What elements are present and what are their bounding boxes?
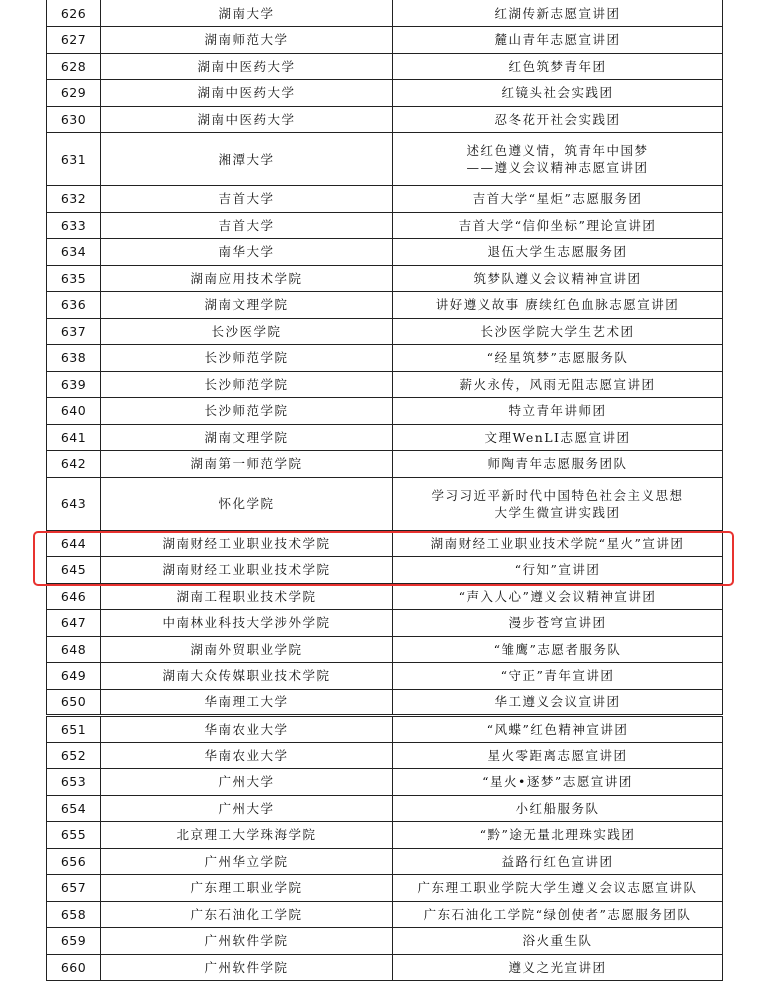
- team-name: [393, 928, 723, 955]
- school-name: 湖南中医药大学: [101, 53, 393, 80]
- school-name: 广州大学: [101, 769, 393, 796]
- school-name: 湖南文理学院: [101, 292, 393, 319]
- team-name-line: 广东理工职业学院大学生遵义会议志愿宣讲队: [417, 880, 698, 896]
- row-number: 653: [47, 769, 101, 796]
- team-name: [393, 742, 723, 769]
- team-name-line: 浴火重生队: [522, 933, 593, 949]
- school-name: 湖南大学: [101, 0, 393, 27]
- table-row: [47, 27, 723, 54]
- team-name-line: 长沙医学院大学生艺术团: [480, 323, 635, 339]
- team-name: [393, 822, 723, 849]
- row-number: 642: [47, 451, 101, 478]
- row-number: 626: [47, 0, 101, 27]
- team-name-line: 小红船服务队: [515, 800, 600, 816]
- table-row: [47, 239, 723, 266]
- team-name: [393, 716, 723, 743]
- team-name-line: 文理WenLI志愿宣讲团: [484, 429, 631, 445]
- school-name: 华南理工大学: [101, 689, 393, 716]
- table-row: [47, 186, 723, 213]
- team-name-line: 大学生微宣讲实践团: [494, 504, 621, 520]
- table-row: [47, 557, 723, 584]
- team-name: [393, 265, 723, 292]
- team-name-line: “守正”青年宣讲团: [500, 668, 615, 684]
- team-name: [393, 610, 723, 637]
- team-name: [393, 371, 723, 398]
- school-name: 广州大学: [101, 795, 393, 822]
- school-name: 华南农业大学: [101, 716, 393, 743]
- school-name: 湖南中医药大学: [101, 106, 393, 133]
- school-name: 湖南财经工业职业技术学院: [101, 530, 393, 557]
- team-name: [393, 0, 723, 27]
- team-name: [393, 345, 723, 372]
- table-row: [47, 80, 723, 107]
- school-name: 北京理工大学珠海学院: [101, 822, 393, 849]
- table-row: [47, 0, 723, 27]
- team-name: [393, 557, 723, 584]
- row-number: 630: [47, 106, 101, 133]
- team-name-line: “风蝶”红色精神宣讲团: [486, 721, 629, 737]
- school-name: 长沙师范学院: [101, 345, 393, 372]
- team-name: [393, 133, 723, 186]
- school-name: 长沙医学院: [101, 318, 393, 345]
- table-row: [47, 716, 723, 743]
- school-name: 长沙师范学院: [101, 371, 393, 398]
- row-number: 644: [47, 530, 101, 557]
- school-name: 广州软件学院: [101, 954, 393, 981]
- team-name-line: 特立青年讲师团: [508, 403, 607, 419]
- team-name: [393, 795, 723, 822]
- school-name: 中南林业科技大学涉外学院: [101, 610, 393, 637]
- row-number: 646: [47, 583, 101, 610]
- team-name: [393, 848, 723, 875]
- school-name: 吉首大学: [101, 212, 393, 239]
- team-name-line: 红湖传新志愿宣讲团: [494, 5, 621, 21]
- row-number: 645: [47, 557, 101, 584]
- school-name: 湖南工程职业技术学院: [101, 583, 393, 610]
- table-row: [47, 530, 723, 557]
- table-row: [47, 689, 723, 716]
- team-name-line: 益路行红色宣讲团: [501, 853, 614, 869]
- row-number: 635: [47, 265, 101, 292]
- school-name: 长沙师范学院: [101, 398, 393, 425]
- school-name: 湖南中医药大学: [101, 80, 393, 107]
- school-name: 湖南财经工业职业技术学院: [101, 557, 393, 584]
- team-name: [393, 530, 723, 557]
- team-name-line: 讲好遵义故事 赓续红色血脉志愿宣讲团: [435, 297, 680, 313]
- school-name: 湘潭大学: [101, 133, 393, 186]
- table-row: [47, 769, 723, 796]
- team-name: [393, 663, 723, 690]
- row-number: 652: [47, 742, 101, 769]
- team-name-line: 学习习近平新时代中国特色社会主义思想: [431, 487, 684, 503]
- row-number: 643: [47, 477, 101, 530]
- team-name: [393, 875, 723, 902]
- team-name: [393, 636, 723, 663]
- table-row: [47, 371, 723, 398]
- team-name: [393, 769, 723, 796]
- team-name-line: 麓山青年志愿宣讲团: [494, 32, 621, 48]
- team-name-line: 广东石油化工学院“绿创使者”志愿服务团队: [423, 906, 692, 922]
- team-name: [393, 954, 723, 981]
- team-name: [393, 292, 723, 319]
- table-row: [47, 451, 723, 478]
- row-number: 647: [47, 610, 101, 637]
- row-number: 639: [47, 371, 101, 398]
- row-number: 631: [47, 133, 101, 186]
- school-name: 湖南师范大学: [101, 27, 393, 54]
- team-name-line: 薪火永传，风雨无阻志愿宣讲团: [459, 376, 656, 392]
- team-name-line: “声入人心”遵义会议精神宣讲团: [458, 588, 657, 604]
- table-row: [47, 424, 723, 451]
- table-row: [47, 928, 723, 955]
- row-number: 636: [47, 292, 101, 319]
- team-name: [393, 424, 723, 451]
- school-name: 湖南外贸职业学院: [101, 636, 393, 663]
- row-number: 634: [47, 239, 101, 266]
- table-body: [47, 0, 723, 981]
- row-number: 632: [47, 186, 101, 213]
- table-row: [47, 663, 723, 690]
- team-name-line: ——遵义会议精神志愿宣讲团: [466, 160, 649, 175]
- school-name: 怀化学院: [101, 477, 393, 530]
- team-name: [393, 689, 723, 716]
- team-name-line: 师陶青年志愿服务团队: [487, 456, 628, 472]
- team-name: [393, 80, 723, 107]
- team-name-line: 吉首大学“星炬”志愿服务团: [472, 191, 643, 207]
- table-row: [47, 822, 723, 849]
- school-name: 广州华立学院: [101, 848, 393, 875]
- team-name-line: 退伍大学生志愿服务团: [487, 244, 628, 260]
- school-name: 湖南大众传媒职业技术学院: [101, 663, 393, 690]
- team-name-line: 忍冬花开社会实践团: [494, 111, 621, 127]
- table-row: [47, 848, 723, 875]
- table-row: [47, 901, 723, 928]
- row-number: 648: [47, 636, 101, 663]
- table-row: [47, 875, 723, 902]
- team-name-line: 红镜头社会实践团: [501, 85, 614, 101]
- table-row: [47, 477, 723, 530]
- team-name-line: 湖南财经工业职业技术学院“星火”宣讲团: [430, 535, 685, 551]
- team-name-line: “经星筑梦”志愿服务队: [486, 350, 629, 366]
- school-name: 湖南第一师范学院: [101, 451, 393, 478]
- table-row: [47, 583, 723, 610]
- table-row: [47, 133, 723, 186]
- school-name: 广东理工职业学院: [101, 875, 393, 902]
- row-number: 657: [47, 875, 101, 902]
- row-number: 641: [47, 424, 101, 451]
- team-name: [393, 27, 723, 54]
- row-number: 656: [47, 848, 101, 875]
- school-name: 吉首大学: [101, 186, 393, 213]
- team-name: [393, 583, 723, 610]
- table-row: [47, 742, 723, 769]
- table-row: [47, 265, 723, 292]
- team-name-line: 吉首大学“信仰坐标”理论宣讲团: [458, 217, 657, 233]
- row-number: 637: [47, 318, 101, 345]
- team-name-line: “星火•逐梦”志愿宣讲团: [482, 774, 633, 790]
- school-name: 湖南文理学院: [101, 424, 393, 451]
- team-name-line: “黔”途无量北理珠实践团: [479, 827, 636, 843]
- table-row: [47, 53, 723, 80]
- row-number: 628: [47, 53, 101, 80]
- team-name-line: 星火零距离志愿宣讲团: [487, 747, 628, 763]
- team-name: [393, 212, 723, 239]
- team-name-line: 筑梦队遵义会议精神宣讲团: [473, 270, 642, 286]
- team-name: [393, 186, 723, 213]
- table-row: [47, 610, 723, 637]
- team-name-line: 述红色遵义情，筑青年中国梦: [466, 143, 649, 158]
- row-number: 629: [47, 80, 101, 107]
- team-name: [393, 451, 723, 478]
- table-row: [47, 398, 723, 425]
- team-name-line: 漫步苍穹宣讲团: [508, 615, 607, 631]
- table-row: [47, 292, 723, 319]
- row-number: 638: [47, 345, 101, 372]
- school-name: 广东石油化工学院: [101, 901, 393, 928]
- row-number: 633: [47, 212, 101, 239]
- table-row: [47, 636, 723, 663]
- row-number: 650: [47, 689, 101, 716]
- row-number: 655: [47, 822, 101, 849]
- row-number: 651: [47, 716, 101, 743]
- team-name: [393, 318, 723, 345]
- school-team-table: [46, 0, 723, 981]
- team-name: [393, 53, 723, 80]
- team-name-line: 华工遵义会议宣讲团: [494, 694, 621, 710]
- table-row: [47, 318, 723, 345]
- table-row: [47, 954, 723, 981]
- team-name: [393, 901, 723, 928]
- table-row: [47, 345, 723, 372]
- team-name-line: 遵义之光宣讲团: [508, 959, 607, 975]
- school-name: 南华大学: [101, 239, 393, 266]
- school-name: 华南农业大学: [101, 742, 393, 769]
- table-row: [47, 106, 723, 133]
- row-number: 654: [47, 795, 101, 822]
- table-row: [47, 795, 723, 822]
- team-name: [393, 398, 723, 425]
- school-name: 湖南应用技术学院: [101, 265, 393, 292]
- team-name-line: 红色筑梦青年团: [508, 58, 607, 74]
- school-name: 广州软件学院: [101, 928, 393, 955]
- team-name: [393, 239, 723, 266]
- team-name-line: “行知”宣讲团: [514, 562, 601, 578]
- row-number: 660: [47, 954, 101, 981]
- team-name: [393, 477, 723, 530]
- table-row: [47, 212, 723, 239]
- row-number: 649: [47, 663, 101, 690]
- team-name: [393, 106, 723, 133]
- team-name-line: “雏鹰”志愿者服务队: [493, 641, 622, 657]
- row-number: 627: [47, 27, 101, 54]
- row-number: 658: [47, 901, 101, 928]
- row-number: 659: [47, 928, 101, 955]
- row-number: 640: [47, 398, 101, 425]
